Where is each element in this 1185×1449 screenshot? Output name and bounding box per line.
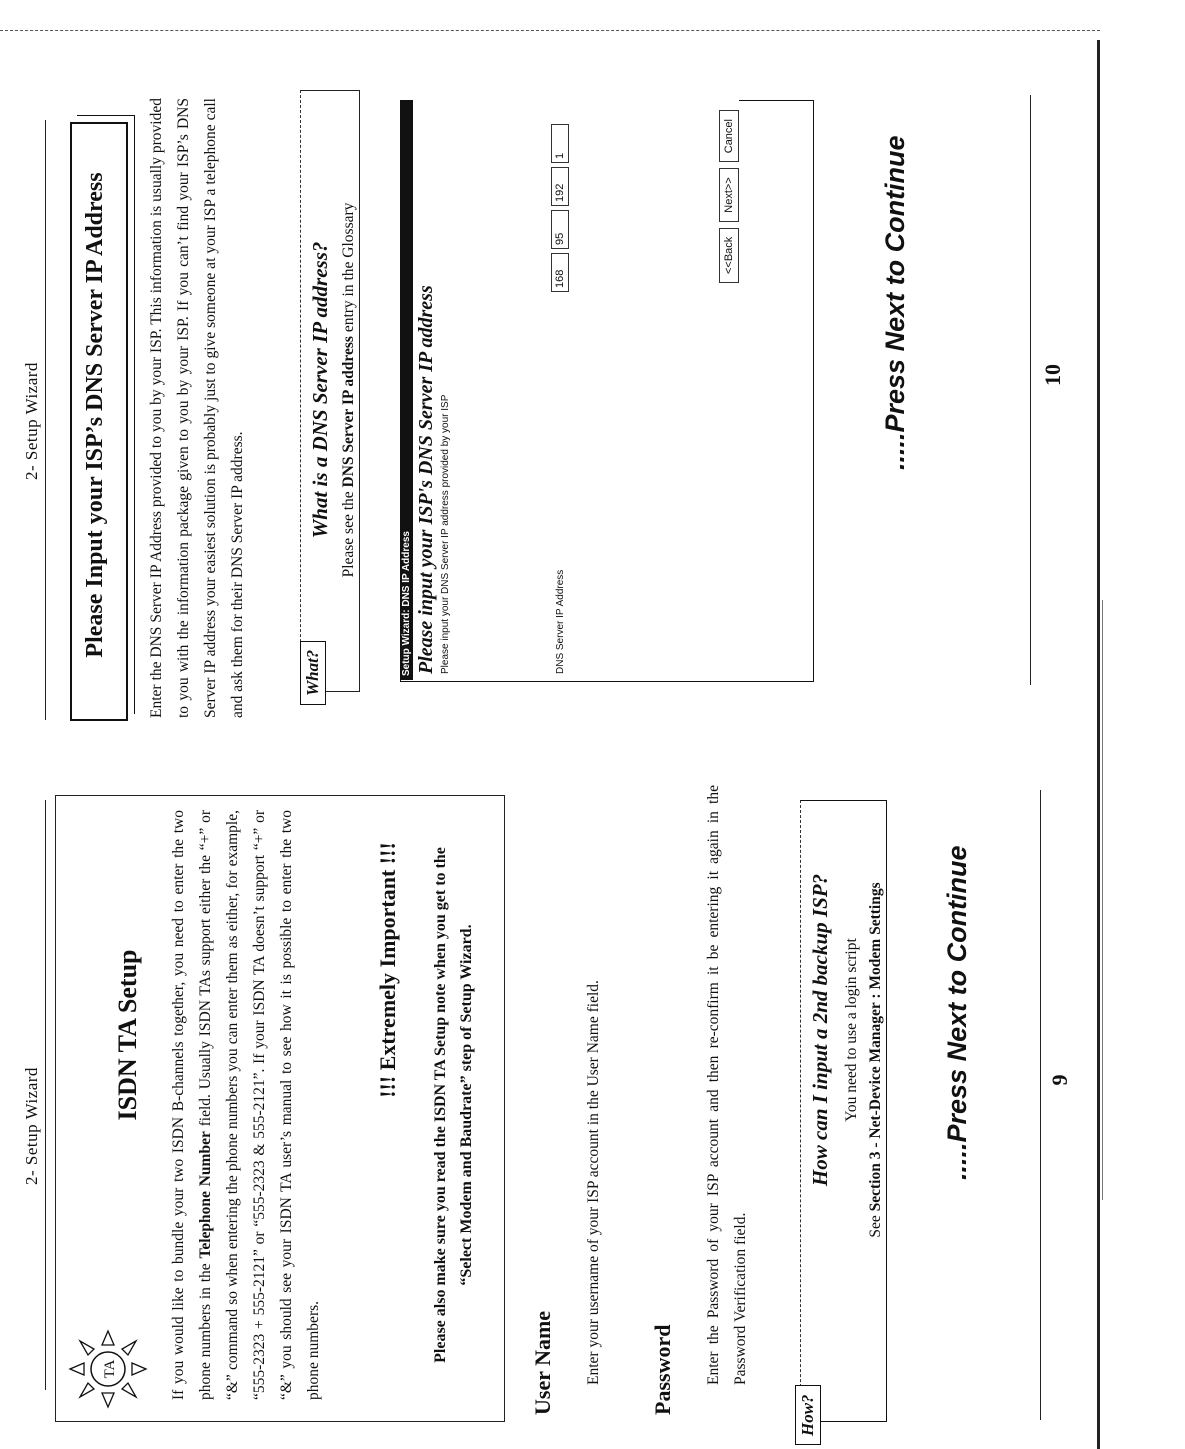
ip-octet-4[interactable]: 1 bbox=[551, 124, 569, 163]
right-footer-rule bbox=[1030, 95, 1031, 685]
username-title-block bbox=[530, 1115, 556, 1415]
dns-title-block bbox=[82, 125, 109, 705]
what-question-block bbox=[308, 200, 333, 580]
cancel-button[interactable]: Cancel bbox=[719, 110, 739, 162]
password-text: Enter the Password of your ISP account and then re-confirm it be entering it again in the Password Verification field. bbox=[705, 785, 749, 1385]
left-page-number: 9 bbox=[1047, 1074, 1072, 1086]
book-spine-shadow bbox=[1097, 40, 1100, 1449]
right-page-number: 10 bbox=[1040, 364, 1065, 386]
scan-edge-line bbox=[0, 30, 1100, 31]
important-title-block bbox=[375, 740, 401, 1200]
ip-octet-3[interactable]: 192 bbox=[551, 167, 569, 206]
how-line1-block bbox=[838, 800, 865, 1260]
left-footer-rule bbox=[1040, 790, 1041, 1420]
window-content bbox=[400, 100, 812, 680]
window-button-bar bbox=[719, 100, 739, 680]
left-press-next: .....Press Next to Continue bbox=[942, 845, 972, 1180]
how-question-block bbox=[808, 800, 833, 1260]
what-answer-block bbox=[335, 120, 362, 660]
right-header-text: 2- Setup Wizard bbox=[22, 362, 41, 480]
back-button[interactable]: <<Back bbox=[719, 228, 739, 283]
password-title: Password bbox=[650, 1324, 675, 1415]
right-header-rule bbox=[45, 120, 46, 720]
how-question: How can I input a 2nd backup ISP? bbox=[808, 873, 832, 1187]
right-page-number-block bbox=[1040, 345, 1066, 405]
isdn-text-2: field. Usually ISDN TAs support either the “+” or “&” command so when entering the phone numbers you can enter them as either, for example, “555-2323 + 555-2121” or “555-2323 & 555-2121”. If your ISDN TA doesn’t support “+” or “&” you should see your ISDN TA user’s manual to see how it is possible to enter the two phone numbers. bbox=[197, 810, 322, 1400]
dns-body-text: Enter the DNS Server IP Address provided to you by your ISP. This information is usually provided to you with the information package given to you by your ISP. If you can’t find your ISP’s DNS Server IP address your easiest solution is probably just to give someone at your ISP a telephone call and ask them for their DNS Server IP address. bbox=[148, 98, 246, 718]
right-press-next-block bbox=[880, 90, 911, 470]
dns-field-label: DNS Server IP Address bbox=[554, 569, 566, 674]
how-line-2: See Section 3 - Net-Device Manager : Modem Settings bbox=[867, 882, 884, 1238]
important-text: Please also make sure you read the ISDN TA Setup note when you get to the “Select Modem and Baudrate” step of Setup Wizard. bbox=[432, 847, 475, 1363]
what-tag-block bbox=[300, 615, 326, 705]
important-title: !!! Extremely Important !!! bbox=[375, 842, 400, 1098]
right-press-next: .....Press Next to Continue bbox=[880, 135, 910, 470]
username-title: User Name bbox=[530, 1310, 555, 1415]
password-text-block bbox=[700, 785, 754, 1385]
isdn-title-block bbox=[113, 835, 143, 1235]
window-titlebar: Setup Wizard: DNS IP Address bbox=[400, 100, 413, 680]
how-tag-block bbox=[795, 1365, 821, 1445]
next-button[interactable]: Next>> bbox=[719, 168, 739, 221]
how-line-1: You need to use a login script bbox=[843, 938, 860, 1122]
dns-field-row bbox=[551, 100, 569, 680]
left-page-header bbox=[22, 985, 42, 1185]
how-line2-block bbox=[862, 800, 889, 1320]
left-header-rule bbox=[45, 800, 46, 1390]
ip-octet-1[interactable]: 168 bbox=[551, 253, 569, 292]
logo-text: TA bbox=[102, 1359, 118, 1379]
ip-octet-2[interactable]: 95 bbox=[551, 210, 569, 249]
isdn-bold-telephone: Telephone Number bbox=[197, 1131, 214, 1259]
isdn-title: ISDN TA Setup bbox=[113, 949, 142, 1121]
dns-title: Please Input your ISP’s DNS Server IP Address bbox=[82, 172, 108, 658]
left-page-number-block bbox=[1047, 1050, 1073, 1110]
right-page-header bbox=[22, 280, 42, 480]
left-header-text: 2- Setup Wizard bbox=[22, 1067, 41, 1185]
how-tag: How? bbox=[795, 1385, 821, 1445]
book-spine-line bbox=[1102, 600, 1103, 1200]
important-text-block bbox=[428, 825, 480, 1385]
what-tag: What? bbox=[300, 641, 326, 705]
isdn-text-1: If you would like to bundle your two ISDN B-channels together, you need to enter the two phone numbers in the bbox=[170, 810, 214, 1400]
window-heading: Please input your ISP's DNS Server IP address bbox=[415, 285, 437, 674]
left-press-next-block bbox=[942, 780, 973, 1180]
what-answer: Please see the DNS Server IP address entry in the Glossary bbox=[340, 202, 357, 578]
dns-body-block bbox=[143, 98, 251, 718]
password-title-block bbox=[650, 1115, 676, 1415]
window-instruction: Please input your DNS Server IP address provided by your ISP bbox=[440, 394, 451, 674]
username-text: Enter your username of your ISP account in the User Name field. bbox=[585, 980, 602, 1385]
isdn-body-block bbox=[165, 810, 327, 1400]
username-text-block bbox=[580, 825, 607, 1385]
isdn-paragraph bbox=[165, 810, 327, 1400]
dns-ip-inputs bbox=[551, 120, 569, 292]
what-question: What is a DNS Server IP address? bbox=[308, 241, 332, 539]
